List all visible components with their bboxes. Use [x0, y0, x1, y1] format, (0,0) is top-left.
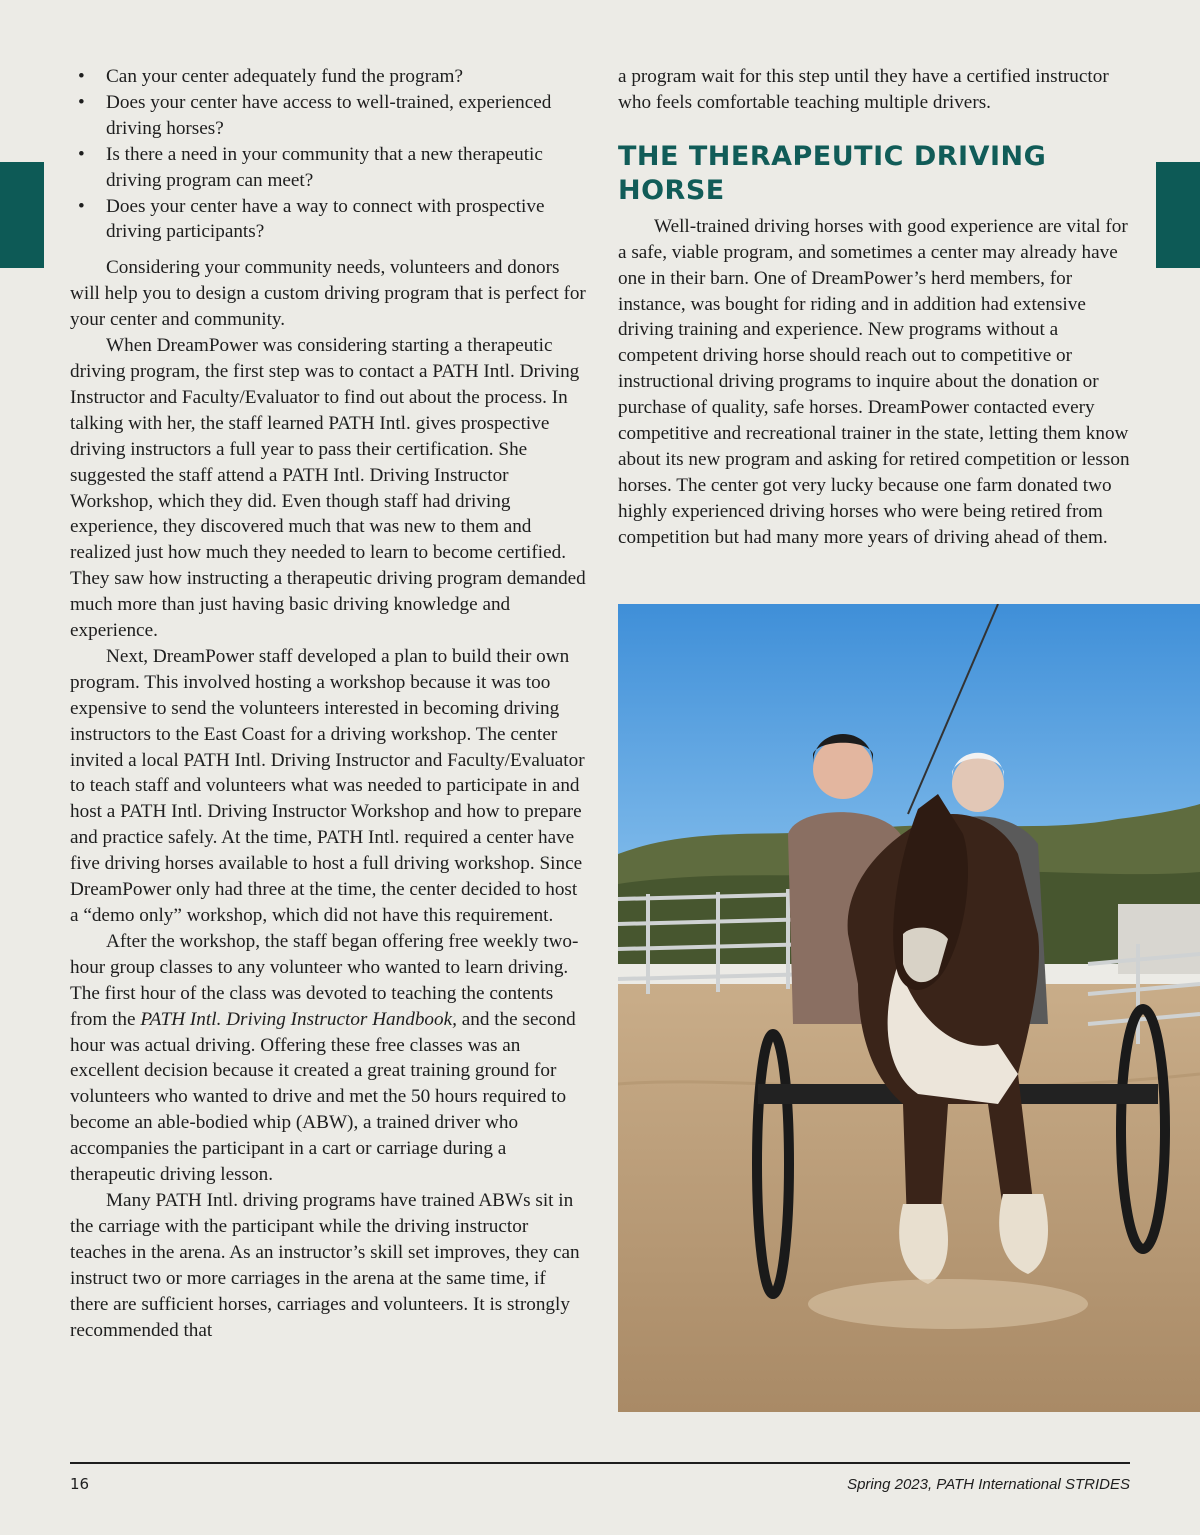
horse-cart-illustration	[618, 604, 1200, 1412]
body-paragraph: Well-trained driving horses with good experience are vital for a safe, viable program, and sometimes a center may already have one in their barn. One of DreamPower’s herd members, for instance, was bought for riding and in addition had extensive driving training and experience. New programs without a competent driving horse should reach out to competitive or instructional driving programs to inquire about the donation or purchase of quality, safe horses. DreamPower contacted every competitive and recreational trainer in the state, letting them know about its new program and asking for retired competition or lesson horses. The center got very lucky because one farm donated two highly experienced driving horses who were being retired from competition but had many more years of driving ahead of them.	[618, 215, 1130, 548]
left-edge-tab	[0, 162, 44, 268]
body-paragraph: Considering your community needs, volunteers and donors will help you to design a custom driving program that is perfect for your center and community.	[70, 257, 586, 331]
list-item: • Does your center have a way to connect with prospective driving participants?	[70, 194, 586, 246]
left-column	[70, 64, 586, 1343]
list-item: • Can your center adequately fund the program?	[70, 64, 586, 90]
body-paragraph: Next, DreamPower staff developed a plan to build their own program. This involved hosting a workshop because it was too expensive to send the volunteers interested in becoming driving instructors to the East Coast for a driving workshop. The center invited a local PATH Intl. Driving Instructor and Faculty/Evaluator to teach staff and volunteers what was needed to participate in and host a PATH Intl. Driving Instructor Workshop and how to prepare and practice safely. At the time, PATH Intl. required a center have five driving horses available to host a full driving workshop. Since DreamPower only had three at the time, the center decided to host a “demo only” workshop, which did not have this requirement.	[70, 645, 585, 926]
body-paragraph	[70, 929, 586, 1188]
section-heading: THE THERAPEUTIC DRIVING HORSE	[618, 140, 1047, 206]
publication-footer: Spring 2023, PATH International STRIDES	[847, 1476, 1130, 1493]
list-item: • Is there a need in your community that a new therapeutic driving program can meet?	[70, 142, 586, 194]
body-text: After the workshop, the staff began offering free weekly two-hour group classes to any volunteer who wanted to learn driving. The first hour of the class was devoted to teaching the contents from the	[70, 930, 579, 1030]
body-text: and the second hour was actual driving. Offering these free classes was an excellent decision because it created a great training ground for volunteers who wanted to drive and met the 50 hours required to become an able-bodied whip (ABW), a trained driver who accompanies the participant in a cart or carriage during a therapeutic driving lesson.	[70, 1008, 576, 1186]
question-list	[70, 64, 586, 245]
body-paragraph: Many PATH Intl. driving programs have trained ABWs sit in the carriage with the participant while the driving instructor teaches in the arena. As an instructor’s skill set improves, they can instruct two or more carriages in the arena at the same time, if there are sufficient horses, carriages and volunteers. It is strongly recommended that	[70, 1189, 580, 1341]
list-item: • Does your center have access to well-trained, experienced driving horses?	[70, 90, 586, 142]
continued-paragraph: a program wait for this step until they have a certified instructor who feels comfortable teaching multiple drivers.	[618, 66, 1109, 113]
body-paragraph: When DreamPower was considering starting a therapeutic driving program, the first step was to contact a PATH Intl. Driving Instructor and Faculty/Evaluator to find out about the process. In talking with her, the staff learned PATH Intl. gives prospective driving instructors a full year to pass their certification. She suggested the staff attend a PATH Intl. Driving Instructor Workshop, which they did. Even though staff had driving experience, they discovered much that was new to them and realized just how much they needed to learn to become certified. They saw how instructing a therapeutic driving program demanded much more than just having basic driving knowledge and experience.	[70, 335, 586, 642]
right-edge-tab	[1156, 162, 1200, 268]
footer-rule	[70, 1462, 1130, 1464]
horse-cart-photo	[618, 604, 1200, 1412]
right-column	[618, 64, 1138, 551]
handbook-title: PATH Intl. Driving Instructor Handbook,	[140, 1008, 457, 1030]
page-number: 16	[70, 1475, 90, 1493]
